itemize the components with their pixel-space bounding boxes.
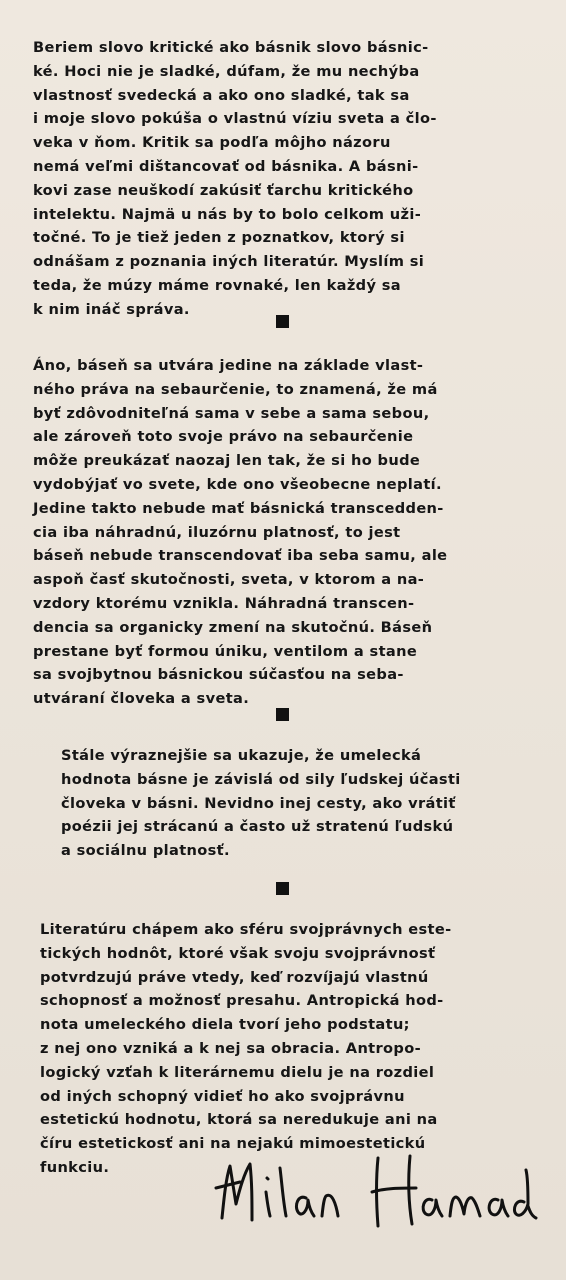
paragraph-1: Beriem slovo kritické ako básnik slovo básnic- ké. Hoci nie je sladké, dúfam, že mu nechýba vlastnosť svedecká a ako ono sladké, tak sa i moje slovo pokúša o vlastnú víziu sveta a člo- veka v ňom. Kritik sa podľa môjho názoru nemá veľmi dištancovať od básnika. A básni- kovi zase neuškodí zakúsiť ťarchu kritického intelektu. Najmä u nás by to bolo celkom uži- točné. To je tiež jeden z poznatkov, ktorý si odnášam z poznania iných literatúr. Myslím si teda, že múzy máme rovnaké, len každý sa k nim ináč správa. bbox=[33, 39, 437, 318]
handwritten-signature bbox=[210, 1148, 540, 1238]
section-separator-square bbox=[276, 708, 289, 721]
paragraph-3: Stále výraznejšie sa ukazuje, že umelecká hodnota básne je závislá od sily ľudskej účasti človeka v básni. Nevidno inej cesty, ako vrátiť poézii jej strácanú a často už stratenú ľudskú a sociálnu platnosť. bbox=[61, 747, 461, 860]
paragraph-2: Áno, báseň sa utvára jedine na základe vlast- ného práva na sebaurčenie, to znamená, že má byť zdôvodniteľná sama v sebe a sama sebou, ale zároveň toto svoje právo na sebaurčenie môže preukázať naozaj len tak, že si ho bude vydobýjať vo svete, kde ono všeobecne neplatí. Jedine takto nebude mať básnická transcedden- cia iba náhradnú, iluzórnu platnosť, to jest báseň nebude transcendovať iba seba samu, ale aspoň časť skutočnosti, sveta, v ktorom a na- vzdory ktorému vznikla. Náhradná transcen- dencia sa organicky zmení na skutočnú. Báseň prestane byť formou úniku, ventilom a stane sa svojbytnou básnickou súčasťou na seba- utváraní človeka a sveta. bbox=[33, 357, 448, 708]
paragraph-4: Literatúru chápem ako sféru svojprávnych este- tických hodnôt, ktoré však svoju svojprávnosť potvrdzujú práve vtedy, keď rozvíjajú vlastnú schopnosť a možnosť presahu. Antropická hod- nota umeleckého diela tvorí jeho podstatu; z nej ono vzniká a k nej sa obracia. Antropo- logický vzťah k literárnemu dielu je na rozdiel od iných schopný vidieť ho ako svojprávnu estetickú hodnotu, ktorá sa neredukuje ani na číru estetickosť ani na nejakú mimoestetickú funkciu. bbox=[40, 921, 452, 1176]
section-separator-square bbox=[276, 315, 289, 328]
section-separator-square bbox=[276, 882, 289, 895]
